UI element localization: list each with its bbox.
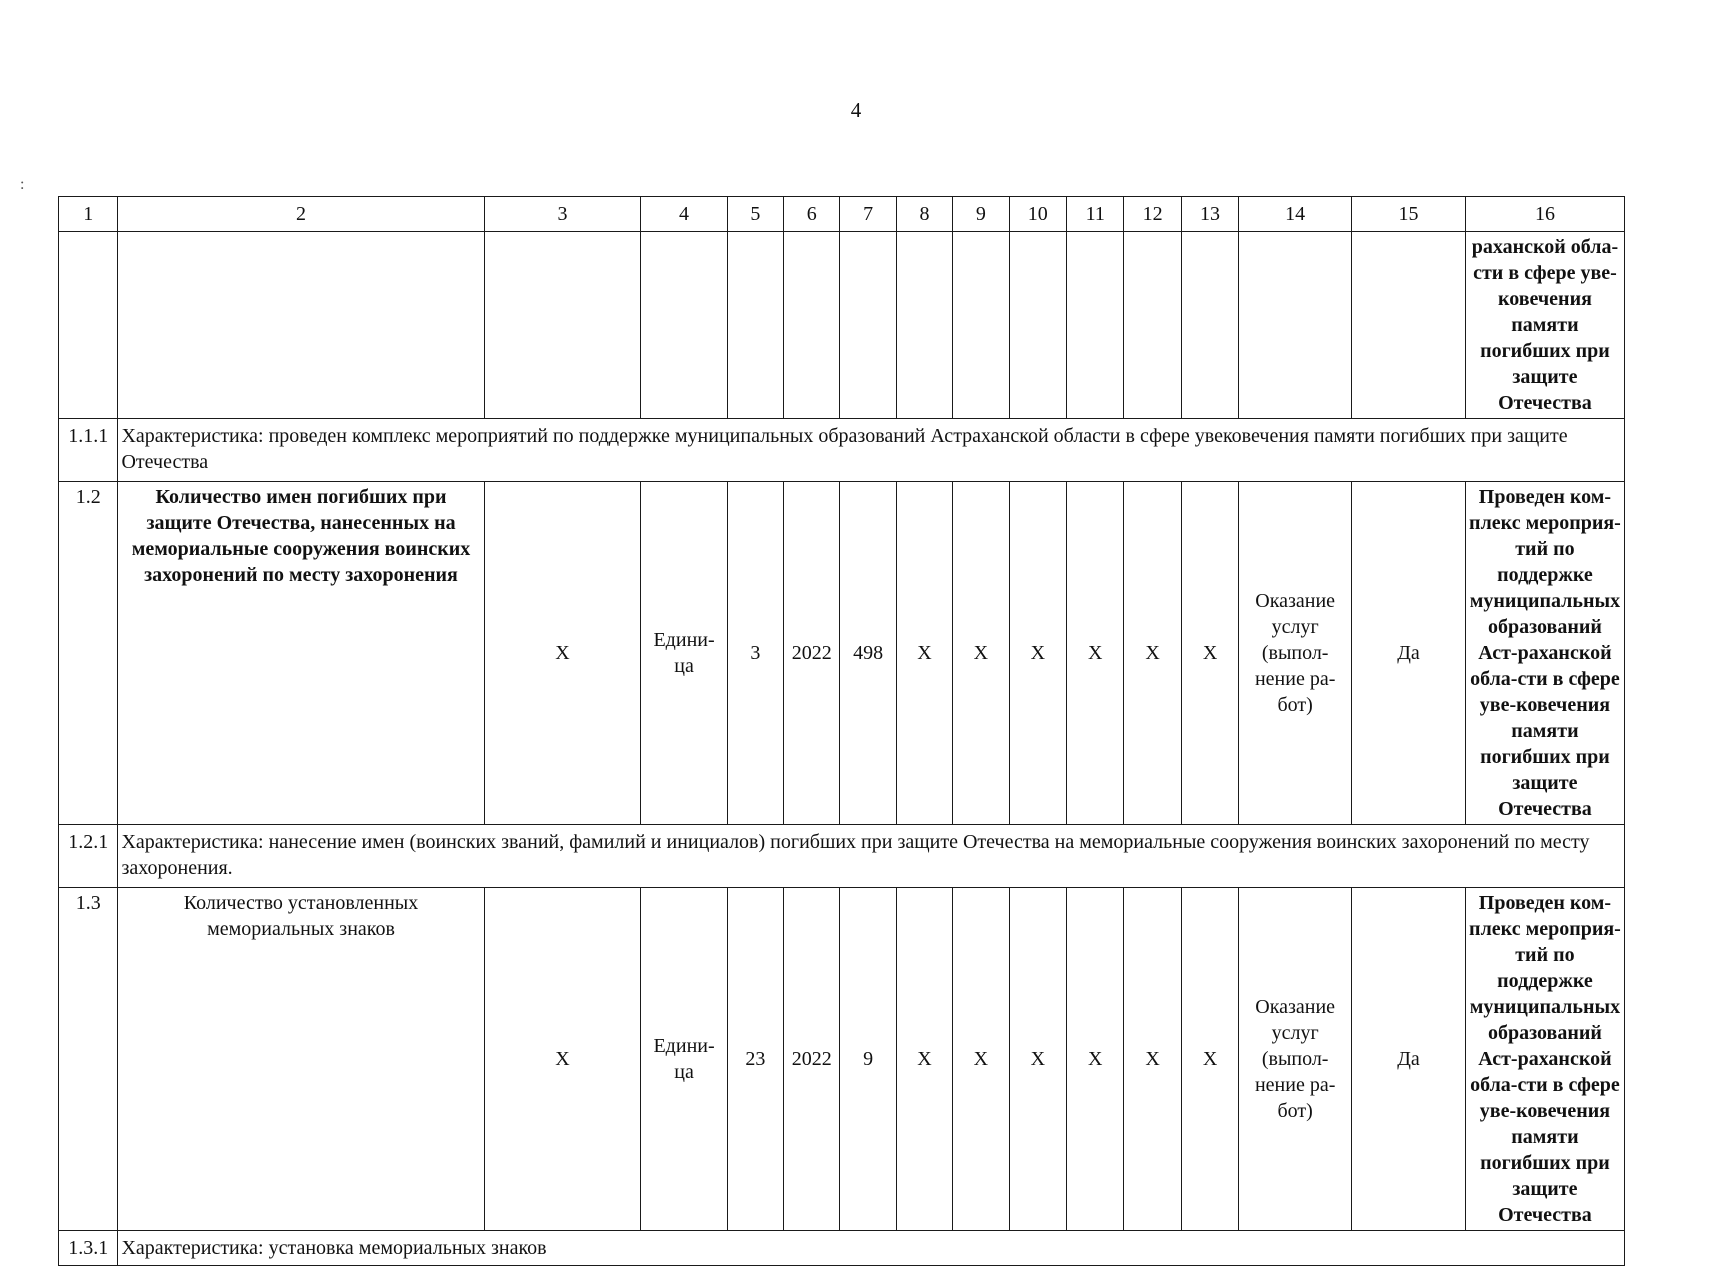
result-cell: раханской обла-сти в сфере уве-ковечения памяти погибших при защите Отечества [1465,232,1624,419]
cell-col8: X [896,482,952,825]
empty-cell [727,232,783,419]
service-type-cell: Оказание услуг (выпол-нение ра-бот) [1239,888,1352,1231]
characteristic-row [59,1231,1625,1266]
cell-col3: X [484,482,641,825]
cell-col10: X [1009,888,1066,1231]
cell-col9: X [953,482,1009,825]
column-number: 5 [727,197,783,232]
column-number: 7 [840,197,896,232]
empty-cell [641,232,727,419]
row-number: 1.3.1 [59,1231,118,1266]
cell-col8: X [896,888,952,1231]
empty-cell [896,232,952,419]
page-number: 4 [850,98,862,122]
empty-cell [59,232,118,419]
unit-cell: Едини-ца [641,482,727,825]
indicator-name: Количество имен погибших при защите Отечества, нанесенных на мемориальные сооружения воинских захоронений по месту захоронения [118,482,484,825]
row-number: 1.3 [59,888,118,1231]
empty-cell [1067,232,1124,419]
indicator-name: Количество установленных мемориальных знаков [118,888,484,1231]
cell-col12: X [1124,888,1181,1231]
cell-col9: X [953,888,1009,1231]
column-number: 16 [1465,197,1624,232]
column-number: 14 [1239,197,1352,232]
cell-col15: Да [1352,888,1466,1231]
cell-col7: 498 [840,482,896,825]
cell-col5: 23 [727,888,783,1231]
column-number: 10 [1009,197,1066,232]
cell-col13: X [1181,888,1238,1231]
characteristic-row [59,419,1625,482]
cell-col12: X [1124,482,1181,825]
characteristic-text: Характеристика: установка мемориальных знаков [118,1231,1625,1266]
column-number: 13 [1181,197,1238,232]
empty-cell [1124,232,1181,419]
column-number: 11 [1067,197,1124,232]
cell-col5: 3 [727,482,783,825]
characteristic-text: Характеристика: проведен комплекс мероприятий по поддержке муниципальных образований Астраханской области в сфере увековечения памяти погибших при защите Отечества [118,419,1625,482]
column-number: 4 [641,197,727,232]
empty-cell [1352,232,1466,419]
column-number: 15 [1352,197,1466,232]
cell-col11: X [1067,482,1124,825]
column-number-row [59,197,1625,232]
cell-col15: Да [1352,482,1466,825]
row-number: 1.2 [59,482,118,825]
empty-cell [953,232,1009,419]
stray-mark: : [20,176,25,193]
row-number: 1.2.1 [59,825,118,888]
column-number: 12 [1124,197,1181,232]
indicator-row [59,888,1625,1231]
empty-cell [1239,232,1352,419]
result-cell: Проведен ком-плекс мероприя-тий по поддержке муниципальных образований Аст-раханской обла-сти в сфере уве-ковечения памяти погибших при защите Отечества [1465,482,1624,825]
empty-cell [1181,232,1238,419]
empty-cell [484,232,641,419]
cell-col3: X [484,888,641,1231]
empty-cell [118,232,484,419]
cell-col7: 9 [840,888,896,1231]
empty-cell [840,232,896,419]
cell-col6: 2022 [784,482,840,825]
empty-cell [1009,232,1066,419]
cell-col11: X [1067,888,1124,1231]
cell-col10: X [1009,482,1066,825]
indicator-row [59,482,1625,825]
column-number: 6 [784,197,840,232]
characteristic-text: Характеристика: нанесение имен (воинских званий, фамилий и инициалов) погибших при защите Отечества на мемориальные сооружения воинских захоронений по месту захоронения. [118,825,1625,888]
cell-col6: 2022 [784,888,840,1231]
indicators-table [58,196,1625,1266]
column-number: 1 [59,197,118,232]
cell-col13: X [1181,482,1238,825]
column-number: 2 [118,197,484,232]
column-number: 3 [484,197,641,232]
characteristic-row [59,825,1625,888]
result-cell: Проведен ком-плекс мероприя-тий по поддержке муниципальных образований Аст-раханской обла-сти в сфере уве-ковечения памяти погибших при защите Отечества [1465,888,1624,1231]
continuation-row [59,232,1625,419]
column-number: 8 [896,197,952,232]
column-number: 9 [953,197,1009,232]
empty-cell [784,232,840,419]
row-number: 1.1.1 [59,419,118,482]
unit-cell: Едини-ца [641,888,727,1231]
service-type-cell: Оказание услуг (выпол-нение ра-бот) [1239,482,1352,825]
